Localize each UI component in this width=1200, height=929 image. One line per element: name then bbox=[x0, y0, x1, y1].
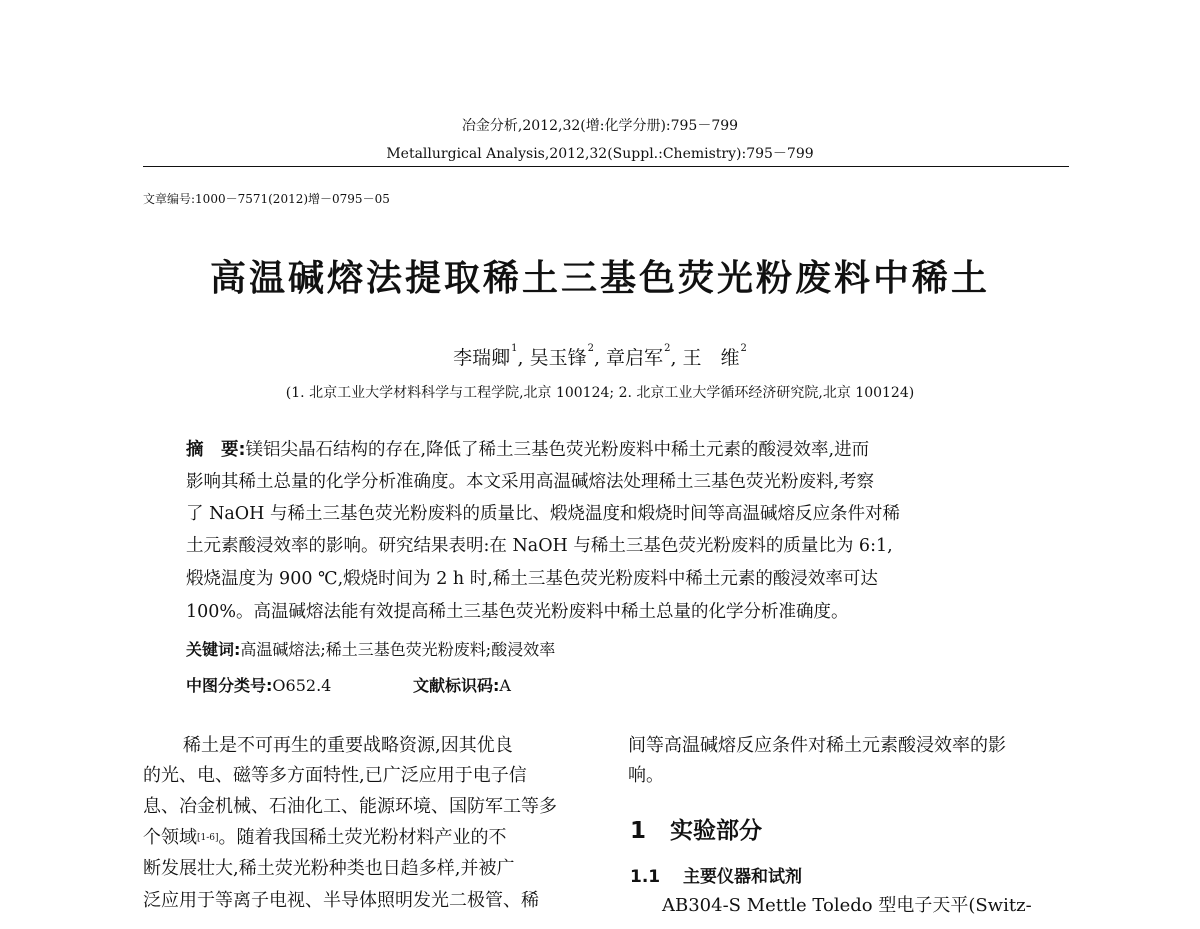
section-heading bbox=[630, 812, 762, 845]
citation-marker: [1-6] bbox=[197, 833, 219, 843]
author-separator: , bbox=[670, 347, 677, 369]
author-name: 王 维 bbox=[682, 347, 740, 369]
doc-code-value: A bbox=[499, 676, 511, 695]
subsection-number: 1.1 bbox=[630, 867, 661, 887]
author-list bbox=[0, 343, 1200, 370]
author-separator: , bbox=[517, 347, 524, 369]
author-name: 章启军 bbox=[606, 347, 664, 369]
body-text: 。随着我国稀土荧光粉材料产业的不 bbox=[218, 827, 507, 848]
body-right-line: AB304-S Mettle Toledo 型电子天平(Switz- bbox=[662, 895, 1032, 916]
affiliations: (1. 北京工业大学材料科学与工程学院,北京 100124; 2. 北京工业大学循环经济研究院,北京 100124) bbox=[285, 385, 915, 401]
abstract-text: 镁铝尖晶石结构的存在,降低了稀土三基色荧光粉废料中稀土元素的酸浸效率,进而 bbox=[245, 440, 870, 460]
body-left-line: 断发展壮大,稀土荧光粉种类也日趋多样,并被广 bbox=[143, 858, 515, 879]
abstract-line bbox=[186, 440, 869, 460]
keywords-label: 关键词: bbox=[186, 640, 241, 659]
body-left-line: 泛应用于等离子电视、半导体照明发光二极管、稀 bbox=[143, 890, 539, 911]
abstract-label: 摘 要: bbox=[186, 440, 246, 460]
author-name: 吴玉锋 bbox=[529, 347, 587, 369]
header-rule bbox=[143, 166, 1069, 167]
abstract-line: 土元素酸浸效率的影响。研究结果表明:在 NaOH 与稀土三基色荧光粉废料的质量比为 6:1, bbox=[186, 536, 893, 556]
keywords bbox=[186, 637, 555, 660]
abstract-line: 100%。高温碱熔法能有效提高稀土三基色荧光粉废料中稀土总量的化学分析准确度。 bbox=[186, 602, 849, 622]
document-code bbox=[413, 673, 511, 696]
author-affiliation-mark: 2 bbox=[664, 343, 671, 354]
body-right-line: 响。 bbox=[628, 765, 664, 786]
clc-value: O652.4 bbox=[272, 676, 332, 695]
abstract-line: 了 NaOH 与稀土三基色荧光粉废料的质量比、煅烧温度和煅烧时间等高温碱熔反应条件对稀 bbox=[186, 504, 900, 524]
abstract-line: 煅烧温度为 900 ℃,煅烧时间为 2 h 时,稀土三基色荧光粉废料中稀土元素的酸浸效率可达 bbox=[186, 569, 878, 589]
abstract-line: 影响其稀土总量的化学分析准确度。本文采用高温碱熔法处理稀土三基色荧光粉废料,考察 bbox=[186, 472, 875, 492]
article-number: 文章编号:1000－7571(2012)增－0795－05 bbox=[143, 192, 390, 206]
subsection-title: 主要仪器和试剂 bbox=[683, 867, 802, 887]
paper-title: 高温碱熔法提取稀土三基色荧光粉废料中稀土 bbox=[209, 258, 990, 299]
section-title: 实验部分 bbox=[670, 818, 762, 844]
body-right-line: 间等高温碱熔反应条件对稀土元素酸浸效率的影 bbox=[628, 735, 1006, 756]
author-affiliation-mark: 2 bbox=[587, 343, 594, 354]
journal-citation-cn: 冶金分析,2012,32(增:化学分册):795－799 bbox=[461, 118, 739, 134]
body-left-line bbox=[143, 827, 507, 849]
body-left-line: 息、冶金机械、石油化工、能源环境、国防军工等多 bbox=[143, 796, 557, 817]
author-affiliation-mark: 1 bbox=[511, 343, 518, 354]
section-number: 1 bbox=[630, 818, 647, 844]
classification-row bbox=[186, 673, 511, 696]
author-separator: , bbox=[593, 347, 600, 369]
subsection-heading bbox=[630, 862, 802, 887]
clc-label: 中图分类号: bbox=[186, 676, 273, 695]
author-name: 李瑞卿 bbox=[453, 347, 511, 369]
author-affiliation-mark: 2 bbox=[740, 343, 747, 354]
journal-citation-en: Metallurgical Analysis,2012,32(Suppl.:Chemistry):795－799 bbox=[386, 146, 814, 162]
body-text: 个领域 bbox=[143, 827, 197, 848]
keywords-text: 高温碱熔法;稀土三基色荧光粉废料;酸浸效率 bbox=[240, 640, 556, 659]
body-left-line: 的光、电、磁等多方面特性,已广泛应用于电子信 bbox=[143, 765, 527, 786]
doc-code-label: 文献标识码: bbox=[413, 676, 500, 695]
body-left-line: 稀土是不可再生的重要战略资源,因其优良 bbox=[183, 735, 513, 756]
